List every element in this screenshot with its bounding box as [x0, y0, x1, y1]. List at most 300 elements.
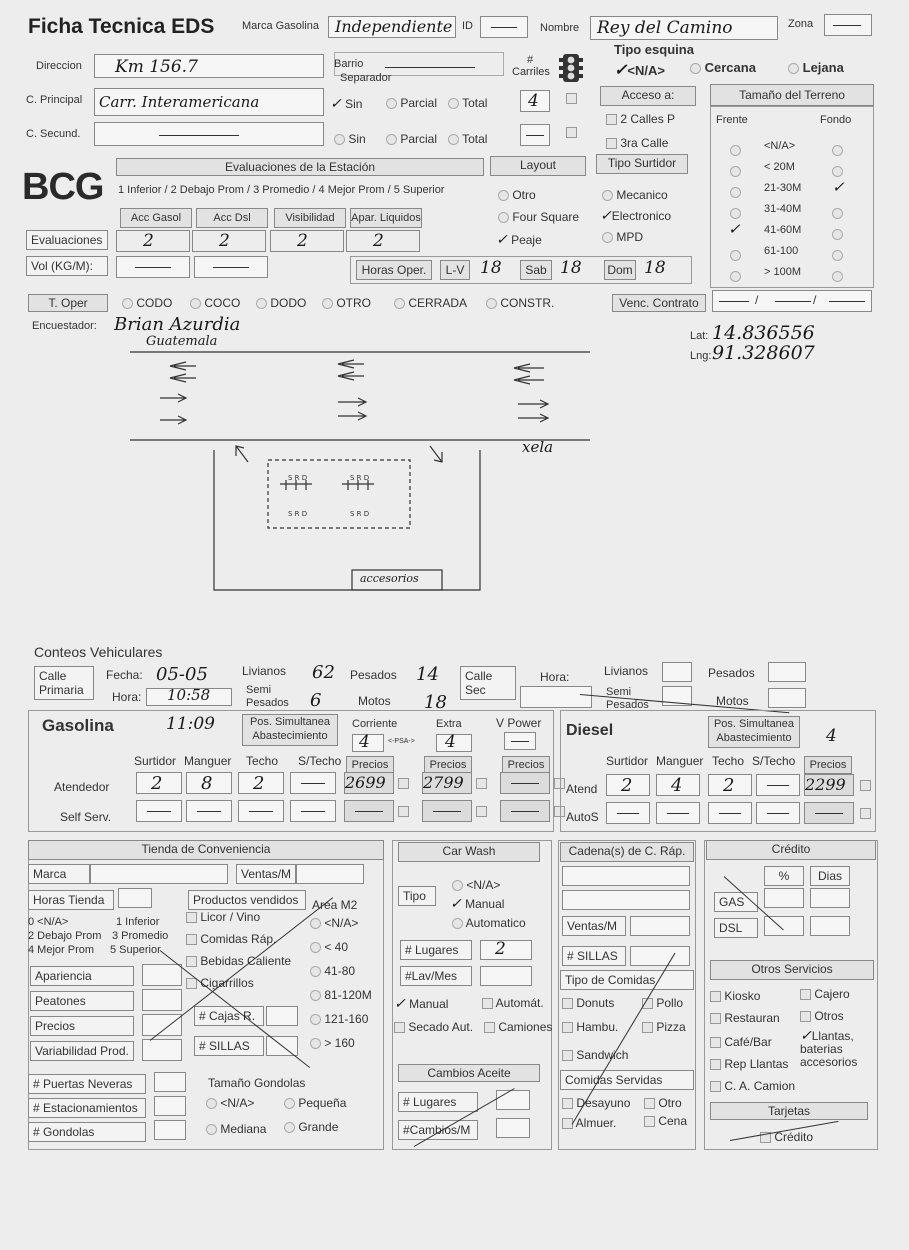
fecha-label: Fecha: — [106, 668, 143, 682]
servicio-3[interactable]: Otros — [800, 1010, 890, 1023]
cambios-cambios-field[interactable] — [496, 1118, 530, 1138]
gas-self-price-2[interactable] — [500, 800, 550, 822]
servicio-7[interactable]: C. A. Camion — [710, 1080, 800, 1093]
fondo-radio-5[interactable] — [832, 247, 843, 265]
livianos2-field[interactable] — [662, 662, 692, 682]
comidas-servidas-header: Comidas Servidas — [560, 1070, 694, 1090]
esquina-na[interactable]: ✓<N/A> — [614, 60, 665, 79]
comida-donuts[interactable]: Donuts — [562, 996, 614, 1010]
contrato-field[interactable]: / / — [712, 290, 872, 312]
principal-field[interactable]: Carr. Interamericana — [94, 88, 324, 116]
horas-lv-label: L-V — [440, 260, 470, 280]
dsl-cell-blank — [767, 813, 789, 814]
gas-cell-value: 8 — [201, 773, 213, 794]
gondola-grande[interactable]: Grande — [284, 1120, 338, 1134]
toper-option-2[interactable]: DODO — [256, 296, 306, 310]
gas-self-cell-2[interactable] — [238, 800, 284, 822]
tienda-count-0: # Puertas Neveras — [28, 1074, 146, 1094]
fondo-radio-2[interactable]: ✓ — [832, 178, 845, 196]
livianos2-label: Livianos — [604, 664, 649, 678]
eval-col-0: Acc Gasol — [120, 208, 192, 228]
horas-tienda-field[interactable] — [118, 888, 152, 908]
carwash-lugares-field[interactable]: 2 — [480, 940, 532, 960]
motos-value[interactable]: 18 — [424, 692, 447, 713]
carwash-camiones[interactable]: Camiones — [484, 1020, 552, 1034]
area-option-2[interactable]: 41-80 — [310, 964, 355, 978]
carwash-automat[interactable]: Automát. — [482, 996, 544, 1010]
barrio-label: Barrio — [334, 58, 364, 70]
tienda-scale-4: 4 Mejor Prom — [28, 944, 95, 956]
dsl-cell-value: 4 — [671, 775, 683, 796]
cajas-field[interactable] — [266, 1006, 298, 1026]
form-title: Ficha Tecnica EDS — [28, 15, 215, 38]
nombre-label: Nombre — [540, 22, 580, 34]
gasolina-pos-label: Pos. Simultanea Abastecimiento — [242, 714, 338, 746]
horas-sab-value[interactable]: 18 — [560, 258, 582, 278]
otros-servicios-header: Otros Servicios — [710, 960, 874, 980]
servicio-2[interactable]: Restauran — [710, 1012, 800, 1025]
cambios-header: Cambios Aceite — [398, 1064, 540, 1082]
pesados-value[interactable]: 14 — [416, 664, 439, 685]
diesel-pos-value[interactable]: 4 — [826, 726, 837, 746]
dsl-autos-cell-2[interactable] — [708, 802, 752, 824]
tipo-comidas-header: Tipo de Comidas — [560, 970, 694, 990]
comida-pizza[interactable]: Pizza — [642, 1020, 686, 1034]
nombre-field[interactable]: Rey del Camino — [590, 16, 778, 40]
gas-self-price-1[interactable] — [422, 800, 472, 822]
area-option-0[interactable]: <N/A> — [310, 916, 358, 930]
lng-value[interactable]: 91.328607 — [712, 342, 815, 364]
motos2-label: Motos — [716, 694, 749, 708]
cadena-field-1[interactable] — [562, 866, 690, 886]
terreno-header: Tamaño del Terreno — [710, 84, 874, 106]
layout-four-square[interactable]: Four Square — [498, 210, 579, 224]
id-field[interactable] — [480, 16, 528, 38]
fecha-value[interactable]: 05-05 — [156, 664, 208, 685]
dsl-cell-blank — [767, 785, 789, 786]
esquina-lejana[interactable]: Lejana — [788, 60, 844, 75]
gas-atend-price-2[interactable] — [500, 772, 550, 794]
evaluaciones-label: Evaluaciones — [26, 230, 108, 250]
eval-value-text: 2 — [373, 231, 384, 251]
corriente-label: Corriente — [352, 718, 398, 730]
toper-option-5[interactable]: CONSTR. — [486, 296, 554, 310]
eval-value-text: 2 — [143, 231, 154, 251]
gas-atend-check-0[interactable] — [398, 778, 409, 789]
tienda-eval-3: Variabilidad Prod. — [30, 1041, 134, 1061]
credito-header: Crédito — [706, 840, 876, 860]
serv-otro[interactable]: Otro — [644, 1096, 682, 1110]
dsl-precios: Precios — [804, 756, 852, 774]
serv-almuer[interactable]: Almuer. — [562, 1116, 616, 1130]
ventas-tienda-label: Ventas/M — [236, 864, 296, 884]
frente-radio-0[interactable] — [730, 142, 741, 160]
dsl-col-3: S/Techo — [752, 754, 796, 768]
gas-cell-value: 2 — [253, 773, 265, 794]
vol-field-1[interactable] — [116, 256, 190, 278]
gas-atend-cell-3[interactable] — [290, 772, 336, 794]
dsl-autos-check[interactable] — [860, 808, 871, 819]
frente-radio-1[interactable] — [730, 163, 741, 181]
dsl-atend-cell-2[interactable] — [708, 774, 752, 796]
diesel-title: Diesel — [566, 722, 614, 739]
servicio-0[interactable]: Kiosko — [710, 990, 800, 1003]
self-serv-label: Self Serv. — [60, 810, 112, 824]
dsl-cell-value: 2 — [723, 775, 735, 796]
fondo-radio-6[interactable] — [832, 268, 843, 286]
frente-radio-6[interactable] — [730, 268, 741, 286]
pesados-label: Pesados — [350, 668, 397, 682]
sep-parcial-principal[interactable]: Parcial — [386, 96, 437, 110]
tienda-count-field-1[interactable] — [154, 1096, 186, 1116]
gas-cell-blank — [249, 811, 273, 812]
dsl-atend-cell-3[interactable] — [756, 774, 800, 796]
motos2-field[interactable] — [768, 688, 806, 708]
livianos-value[interactable]: 62 — [312, 662, 335, 683]
terreno-option-label: < 20M — [764, 161, 795, 173]
gondola-pequena[interactable]: Pequeña — [284, 1096, 346, 1110]
toper-label: T. Oper — [28, 294, 108, 312]
svg-text:S R D: S R D — [350, 510, 370, 518]
frente-radio-4[interactable]: ✓ — [728, 220, 741, 238]
traffic-light-icon — [558, 52, 584, 86]
sep-total-sec[interactable]: Total — [448, 132, 487, 146]
pesados2-field[interactable] — [768, 662, 806, 682]
separador-label: Separador — [340, 72, 392, 84]
eval-value-0[interactable] — [116, 230, 190, 252]
carwash-na[interactable]: <N/A> — [452, 878, 500, 892]
esquina-cercana[interactable]: Cercana — [690, 60, 756, 75]
livianos-label: Livianos — [242, 664, 287, 678]
dsl-atend-cell-1[interactable] — [656, 774, 700, 796]
carriles-principal[interactable]: 4 — [520, 90, 550, 112]
terreno-option-label: <N/A> — [764, 140, 796, 152]
dsl-atend-check[interactable] — [860, 780, 871, 791]
gas-col-3: S/Techo — [298, 754, 342, 768]
esquina-label: Tipo esquina — [614, 42, 694, 57]
carwash-automatico[interactable]: Automatico — [452, 916, 526, 930]
evaluaciones-header: Evaluaciones de la Estación — [116, 158, 484, 176]
tienda-count-1: # Estacionamientos — [28, 1098, 146, 1118]
comida-pollo[interactable]: Pollo — [642, 996, 683, 1010]
dsl-col-1: Manguer — [656, 754, 704, 768]
serv-desayuno[interactable]: Desayuno — [562, 1096, 630, 1110]
lat-value[interactable]: 14.836556 — [712, 322, 815, 344]
cadena-ventas-field[interactable] — [630, 916, 690, 936]
gondola-na[interactable]: <N/A> — [206, 1096, 254, 1110]
eval-col-3: Apar. Liquidos — [350, 208, 422, 228]
direccion-field[interactable]: Km 156.7 — [94, 54, 324, 78]
producto-0[interactable]: Licor / Vino — [186, 910, 260, 924]
tarjeta-credito[interactable]: Crédito — [760, 1130, 813, 1144]
area-label: Area M2 — [312, 898, 358, 912]
gas-precios-1: Precios — [424, 756, 472, 774]
gas-precios-0: Precios — [346, 756, 394, 774]
surtidor-electronico[interactable]: ✓Electronico — [600, 208, 672, 224]
cambios-cambios-label: #Cambios/M — [398, 1120, 478, 1140]
layout-peaje[interactable]: ✓ Peaje — [496, 232, 542, 248]
sketch-right-label: xela — [522, 438, 554, 456]
carwash-lav-field[interactable] — [480, 966, 532, 986]
credito-dias-label: Dias — [810, 866, 850, 886]
principal-label: C. Principal — [26, 94, 83, 106]
frente-radio-5[interactable] — [730, 247, 741, 265]
calle-primaria-label: Calle Primaria — [34, 666, 94, 700]
tienda-eval-0: Apariencia — [30, 966, 134, 986]
hora2-field[interactable] — [520, 686, 592, 708]
cambios-lugares-label: # Lugares — [398, 1092, 478, 1112]
credito-pct-label: % — [764, 866, 804, 886]
eval-value-1[interactable] — [192, 230, 266, 252]
area-option-1[interactable]: < 40 — [310, 940, 348, 954]
cadena-header: Cadena(s) de C. Ráp. — [560, 842, 694, 862]
tienda-eval-field-1[interactable] — [142, 989, 182, 1011]
credito-gas-pct[interactable] — [764, 888, 804, 908]
tienda-eval-field-2[interactable] — [142, 1014, 182, 1036]
tienda-scale-0: 0 <N/A> — [28, 916, 69, 928]
producto-1[interactable]: Comidas Ráp. — [186, 932, 276, 946]
autos-label: AutoS — [566, 810, 599, 824]
productos-label: Productos vendidos — [188, 890, 306, 910]
fondo-radio-3[interactable] — [832, 205, 843, 223]
sec-check[interactable] — [566, 127, 577, 138]
toper-option-1[interactable]: COCO — [190, 296, 240, 310]
surtidor-mecanico[interactable]: Mecanico — [602, 188, 668, 202]
terreno-option-label: 21-30M — [764, 182, 802, 194]
pos-extra[interactable]: 4 — [436, 734, 472, 752]
terreno-option-label: 41-60M — [764, 224, 802, 236]
encuestador-label: Encuestador: — [32, 320, 97, 332]
gas-self-cell-1[interactable] — [186, 800, 232, 822]
tienda-scale-1: 1 Inferior — [116, 916, 160, 928]
gas-atend-price-1[interactable] — [422, 772, 472, 794]
horas-lv-value[interactable]: 18 — [480, 258, 502, 278]
eval-value-text: 2 — [297, 231, 308, 251]
area-option-5[interactable]: > 160 — [310, 1036, 355, 1050]
surtidor-mpd[interactable]: MPD — [602, 230, 643, 244]
carwash-manual[interactable]: ✓ Manual — [450, 896, 505, 912]
encuestador-value[interactable]: Brian Azurdia — [114, 314, 241, 335]
dsl-autos-cell-1[interactable] — [656, 802, 700, 824]
acceso-header: Acceso a: — [600, 86, 696, 106]
horas-dom-label: Dom — [604, 260, 636, 280]
calle-sec-label: Calle Sec — [460, 666, 516, 700]
surtidor-header: Tipo Surtidor — [596, 154, 688, 174]
dsl-atend-cell-0[interactable] — [606, 774, 650, 796]
gas-price-value: 2699 — [345, 773, 386, 792]
horas-sab-label: Sab — [520, 260, 552, 280]
tienda-scale-5: 5 Superior — [110, 944, 161, 956]
dsl-atend-price[interactable] — [804, 774, 854, 796]
gas-price-value: 2799 — [423, 773, 464, 792]
carwash-lugares-label: # Lugares — [400, 940, 472, 960]
fondo-radio-0[interactable] — [832, 142, 843, 160]
horas-dom-value[interactable]: 18 — [644, 258, 666, 278]
tienda-header: Tienda de Conveniencia — [28, 840, 384, 860]
producto-2[interactable]: Bebidas Caliente — [186, 954, 291, 968]
toper-option-3[interactable]: OTRO — [322, 296, 371, 310]
contrato-label: Venc. Contrato — [612, 294, 706, 312]
carwash-header: Car Wash — [398, 842, 540, 862]
layout-header: Layout — [490, 156, 586, 176]
dsl-cell-blank — [719, 813, 741, 814]
tienda-scale-3: 3 Promedio — [112, 930, 169, 942]
dsl-autos-cell-3[interactable] — [756, 802, 800, 824]
dsl-autos-cell-0[interactable] — [606, 802, 650, 824]
sep-parcial-sec[interactable]: Parcial — [386, 132, 437, 146]
producto-3[interactable]: Cigarrillos — [186, 976, 254, 990]
extra-label: Extra — [436, 718, 462, 730]
cadena-sillas-label: # SILLAS — [562, 946, 626, 966]
tienda-count-2: # Gondolas — [28, 1122, 146, 1142]
carwash-manual2[interactable]: ✓ Manual — [394, 996, 449, 1012]
sketch-shop-label: accesorios — [360, 572, 419, 585]
area-option-3[interactable]: 81-120M — [310, 988, 372, 1002]
gas-atend-price-0[interactable] — [344, 772, 394, 794]
area-option-4[interactable]: 121-160 — [310, 1012, 368, 1026]
dsl-col-2: Techo — [712, 754, 745, 768]
gas-price-blank — [355, 811, 383, 812]
carwash-secado[interactable]: Secado Aut. — [394, 1020, 473, 1034]
cambios-lugares-field[interactable] — [496, 1090, 530, 1110]
terreno-option-label: 31-40M — [764, 203, 802, 215]
tienda-count-field-2[interactable] — [154, 1120, 186, 1140]
sep-sin-principal[interactable]: ✓ Sin — [330, 96, 363, 112]
marca-field[interactable]: Independiente — [328, 16, 456, 38]
carwash-lav-label: #Lav/Mes — [400, 966, 472, 986]
gas-self-cell-0[interactable] — [136, 800, 182, 822]
zona-label: Zona — [788, 18, 814, 30]
atendedor-label: Atendedor — [54, 780, 110, 794]
horas-label: Horas Oper. — [356, 260, 432, 280]
acceso-3ra[interactable]: 3ra Calle — [606, 136, 668, 150]
secundaria-label: C. Secund. — [26, 128, 81, 140]
principal-check[interactable] — [566, 93, 577, 104]
pos-vpower[interactable] — [504, 732, 536, 750]
servicio-6[interactable]: Rep Llantas — [710, 1058, 800, 1071]
gas-cell-blank — [147, 811, 171, 812]
comida-hambu[interactable]: Hambu. — [562, 1020, 618, 1034]
svg-text:S R D: S R D — [350, 474, 370, 482]
gasolina-time: 11:09 — [166, 714, 215, 734]
tienda-eval-field-0[interactable] — [142, 964, 182, 986]
eval-value-text: 2 — [219, 231, 230, 251]
direccion-label: Direccion — [36, 60, 82, 72]
gas-atend-cell-1[interactable] — [186, 772, 232, 794]
secundaria-field[interactable] — [94, 122, 324, 146]
toper-option-4[interactable]: CERRADA — [394, 296, 467, 310]
ventas-tienda-field[interactable] — [296, 864, 364, 884]
gondola-mediana[interactable]: Mediana — [206, 1122, 266, 1136]
eval-value-3[interactable] — [346, 230, 420, 252]
fondo-radio-4[interactable] — [832, 226, 843, 244]
comida-sandwich[interactable]: Sandwich — [562, 1048, 628, 1062]
eval-col-2: Visibilidad — [274, 208, 346, 228]
dsl-price-blank — [815, 813, 843, 814]
credito-gas-dias[interactable] — [810, 888, 850, 908]
vol-field-2[interactable] — [194, 256, 268, 278]
layout-otro[interactable]: Otro — [498, 188, 536, 202]
hora-field[interactable]: 10:58 — [146, 688, 232, 706]
cadena-sillas-field[interactable] — [630, 946, 690, 966]
carriles-sec[interactable] — [520, 124, 550, 146]
sep-sin-sec[interactable]: Sin — [334, 132, 366, 146]
gas-price-blank — [433, 811, 461, 812]
gas-self-cell-3[interactable] — [290, 800, 336, 822]
sep-total-principal[interactable]: Total — [448, 96, 487, 110]
frente-label: Frente — [716, 114, 748, 126]
dsl-cell-blank — [617, 813, 639, 814]
servicio-4[interactable]: Café/Bar — [710, 1036, 800, 1049]
eval-col-1: Acc Dsl — [196, 208, 268, 228]
servicio-5[interactable]: ✓Llantas, baterias accesorios — [800, 1028, 858, 1069]
credito-gas-label: GAS — [714, 892, 758, 912]
gasolina-title: Gasolina — [42, 716, 114, 735]
gas-atend-check-1[interactable] — [476, 778, 487, 789]
gas-price-blank — [511, 811, 539, 812]
lat-label: Lat: — [690, 330, 709, 342]
pesados2-label: Pesados — [708, 666, 755, 680]
carwash-tipo-label: Tipo — [398, 886, 436, 906]
gas-price-blank — [511, 783, 539, 784]
gas-precios-2: Precios — [502, 756, 550, 774]
dsl-col-0: Surtidor — [606, 754, 649, 768]
gas-atend-cell-2[interactable] — [238, 772, 284, 794]
vol-label: Vol (KG/M): — [26, 256, 108, 276]
tarjetas-header: Tarjetas — [710, 1102, 868, 1120]
hora2-label: Hora: — [540, 670, 570, 684]
gas-col-1: Manguer — [184, 754, 232, 768]
gas-self-check-0[interactable] — [398, 806, 409, 817]
servicio-1[interactable]: Cajero — [800, 988, 890, 1001]
gas-cell-value: 2 — [151, 773, 163, 794]
gas-self-check-1[interactable] — [476, 806, 487, 817]
horas-tienda-label: Horas Tienda — [28, 890, 114, 910]
svg-text:S R D: S R D — [288, 474, 308, 482]
semi-label: Semi Pesados — [246, 684, 289, 709]
tienda-count-field-0[interactable] — [154, 1072, 186, 1092]
gas-atend-cell-0[interactable] — [136, 772, 182, 794]
terreno-option-label: 61-100 — [764, 245, 799, 257]
atend-label: Atend — [566, 782, 598, 796]
frente-radio-2[interactable] — [730, 184, 741, 202]
dsl-autos-price[interactable] — [804, 802, 854, 824]
gas-self-price-0[interactable] — [344, 800, 394, 822]
tienda-scale-2: 2 Debajo Prom — [28, 930, 102, 942]
station-sketch — [130, 340, 600, 600]
marca-tienda-field[interactable] — [90, 864, 228, 884]
gas-cell-blank — [197, 811, 221, 812]
acceso-2calles[interactable]: 2 Calles P — [606, 112, 675, 126]
eval-value-2[interactable] — [270, 230, 344, 252]
toper-option-0[interactable]: CODO — [122, 296, 172, 310]
id-label: ID — [462, 20, 473, 32]
pos-corriente[interactable]: 4 — [352, 734, 384, 752]
dsl-price-value: 2299 — [805, 775, 846, 794]
credito-dsl-dias[interactable] — [810, 916, 850, 936]
dsl-cell-blank — [667, 813, 689, 814]
hora-label: Hora: — [112, 690, 142, 704]
serv-cena[interactable]: Cena — [644, 1114, 687, 1128]
svg-text:S R D: S R D — [288, 510, 308, 518]
semi-value[interactable]: 6 — [310, 690, 322, 711]
diesel-pos-label: Pos. Simultanea Abastecimiento — [708, 716, 800, 748]
dsl-cell-value: 2 — [621, 775, 633, 796]
cadena-field-2[interactable] — [562, 890, 690, 910]
zona-field[interactable] — [824, 14, 872, 36]
tienda-eval-field-3[interactable] — [142, 1039, 182, 1061]
credito-dsl-label: DSL — [714, 918, 758, 938]
